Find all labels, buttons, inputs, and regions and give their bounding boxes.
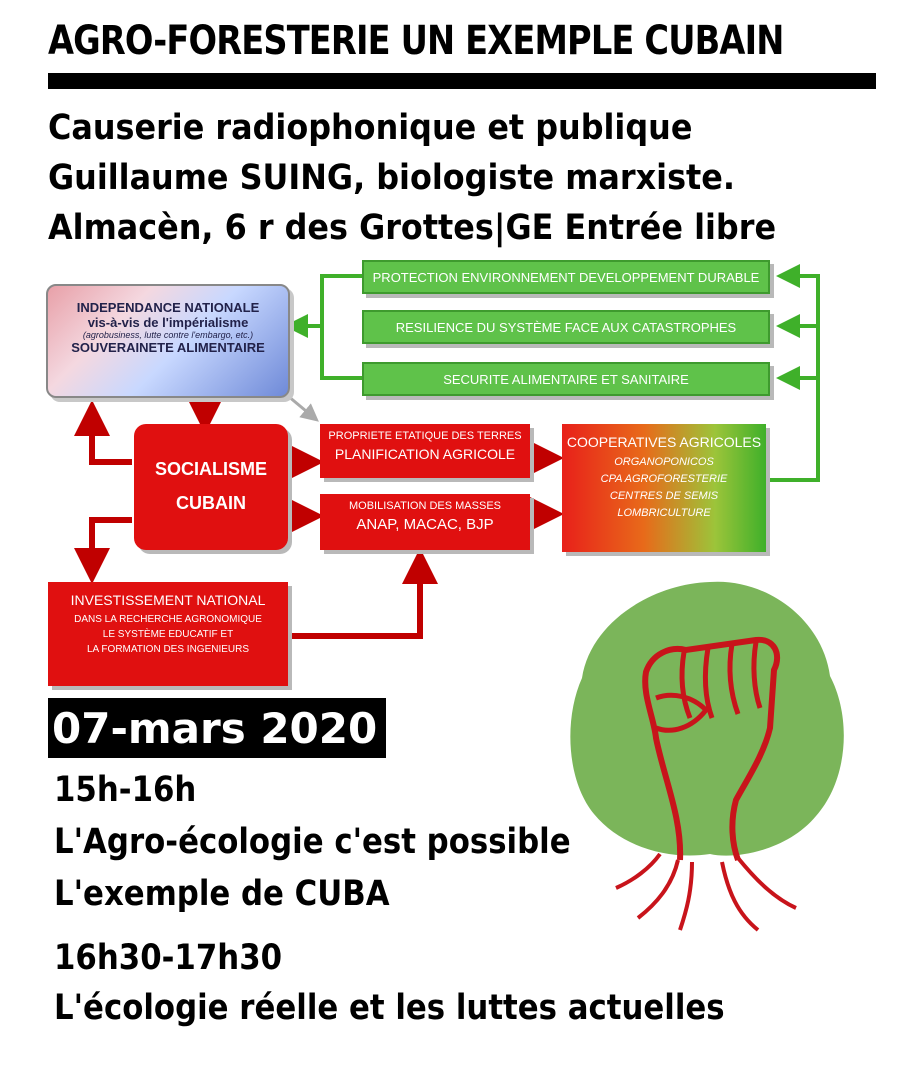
cooperatives-title: COOPERATIVES AGRICOLES [566,434,762,450]
green-box-protection: PROTECTION ENVIRONNEMENT DEVELOPPEMENT DURABLE [362,260,770,294]
session-1-title: L'Agro-écologie c'est possible [54,822,571,862]
session-2-title: L'écologie réelle et les luttes actuelles [54,988,725,1028]
independance-box [46,284,290,398]
cooperatives-item: CPA AGROFORESTERIE [600,473,728,485]
independance-line-3: (agrobusiness, lutte contre l'embargo, etc.) [82,330,254,340]
socialisme-line-2: CUBAIN [176,493,246,513]
socialisme-line-1: SOCIALISME [154,459,267,479]
independance-line-2: vis-à-vis de l'impérialisme [87,315,249,330]
fist-tree-icon [560,568,860,948]
session-1-subtitle: L'exemple de CUBA [54,874,390,914]
subtitle-line-1: Causerie radiophonique et publique [48,108,693,148]
event-date: 07-mars 2020 [48,698,386,758]
cooperatives-item: LOMBRICULTURE [617,507,711,519]
cooperatives-box [562,424,766,552]
investissement-box [48,582,288,686]
cooperatives-item: CENTRES DE SEMIS [609,490,719,502]
green-box-resilience: RESILIENCE DU SYSTÈME FACE AUX CATASTROPHES [362,310,770,344]
session-1-time: 15h-16h [54,770,197,810]
propriete-line-2: PLANIFICATION AGRICOLE [334,446,516,462]
subtitle-line-3: Almacèn, 6 r des Grottes|GE Entrée libre [48,208,777,248]
propriete-box [320,424,530,478]
mobilisation-box [320,494,530,550]
investissement-line: LA FORMATION DES INGENIEURS [86,644,250,655]
propriete-line-1: PROPRIETE ETATIQUE DES TERRES [328,430,522,442]
independance-line-1: INDEPENDANCE NATIONALE [76,300,260,315]
independance-line-4: SOUVERAINETE ALIMENTAIRE [71,340,265,355]
mobilisation-line-1: MOBILISATION DES MASSES [349,500,501,512]
subtitle-line-2: Guillaume SUING, biologiste marxiste. [48,158,735,198]
green-box-securite: SECURITE ALIMENTAIRE ET SANITAIRE [362,362,770,396]
poster-title: AGRO-FORESTERIE UN EXEMPLE CUBAIN [48,18,784,64]
mobilisation-line-2: ANAP, MACAC, BJP [356,516,494,533]
investissement-line: LE SYSTÈME EDUCATIF ET [102,629,234,640]
investissement-title: INVESTISSEMENT NATIONAL [70,592,266,608]
cooperatives-item: ORGANOPONICOS [614,456,714,468]
socialisme-box [134,424,288,550]
investissement-line: DANS LA RECHERCHE AGRONOMIQUE [74,614,262,625]
session-2-time: 16h30-17h30 [54,938,283,978]
